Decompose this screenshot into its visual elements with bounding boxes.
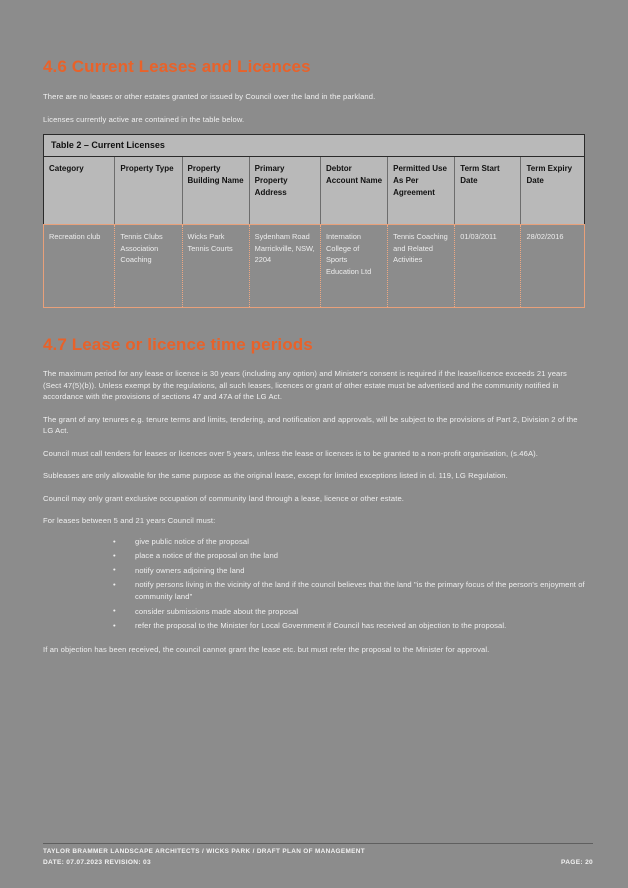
footer-revision-label: REVISION:: [104, 859, 141, 866]
paragraph-exclusive-occupation: Council may only grant exclusive occupation of community land through a lease, licence or other estate.: [43, 493, 405, 503]
footer-date-revision: [43, 859, 151, 866]
footer-page-label: PAGE:: [561, 859, 583, 866]
column-header-primary-property-address: Primary Property Address: [249, 157, 320, 224]
table-caption: Table 2 – Current Licenses: [44, 135, 584, 157]
cell-term-expiry-date: 28/02/2016: [521, 225, 584, 307]
paragraph-no-leases: There are no leases or other estates granted or issued by Council over the land in the parkland.: [43, 92, 376, 102]
cell-permitted-use: Tennis Coaching and Related Activities: [388, 225, 455, 307]
cell-term-start-date: 01/03/2011: [455, 225, 521, 307]
licenses-table: [44, 157, 584, 307]
section-heading-4-7: 4.7 Lease or licence time periods: [43, 334, 313, 354]
list-item: • give public notice of the proposal: [113, 536, 585, 548]
column-header-permitted-use: Permitted Use As Per Agreement: [388, 157, 455, 224]
list-item: • notify persons living in the vicinity of the land if the council believes that the land "is the primary focus of the person's enjoyment of community land": [113, 579, 585, 603]
list-item: • notify owners adjoining the land: [113, 565, 585, 577]
table-row: [44, 225, 584, 307]
column-header-property-type: Property Type: [115, 157, 182, 224]
cell-primary-property-address: Sydenham Road Marrickville, NSW, 2204: [249, 225, 320, 307]
cell-property-building-name: Wicks Park Tennis Courts: [182, 225, 249, 307]
list-item: • consider submissions made about the proposal: [113, 606, 585, 618]
footer-date-value: 07.07.2023: [66, 859, 103, 866]
cell-property-type: Tennis Clubs Association Coaching: [115, 225, 182, 307]
page-footer: [43, 843, 593, 866]
footer-page-value: 20: [585, 859, 593, 866]
table-head: [44, 157, 584, 224]
column-header-category: Category: [44, 157, 115, 224]
paragraph-max-period: The maximum period for any lease or licence is 30 years (including any option) and Minister's consent is required if the lease/licence exceeds 21 years (Sect 47(5)(b)). Unless exempt by the regulations, all such leases, licences or grant of other estate must be advertised and the community notified in accordance with the provisions of sections 47 and 47A of the LG Act.: [43, 369, 567, 402]
footer-document-title: TAYLOR BRAMMER LANDSCAPE ARCHITECTS / WICKS PARK / DRAFT PLAN OF MANAGEMENT: [43, 848, 365, 855]
section-heading-4-6: 4.6 Current Leases and Licences: [43, 57, 311, 76]
paragraph-subleases: Subleases are only allowable for the same purpose as the original lease, except for limited exceptions listed in cl. 119, LG Regulation.: [43, 471, 508, 481]
footer-page-number: [561, 859, 593, 866]
table-header-row: [44, 157, 584, 224]
column-header-term-expiry-date: Term Expiry Date: [521, 157, 584, 224]
cell-category: Recreation club: [44, 225, 115, 307]
table-body: [44, 225, 584, 307]
council-requirements-list: [43, 536, 585, 632]
list-item: • refer the proposal to the Minister for Local Government if Council has received an objection to the proposal.: [113, 620, 585, 632]
cell-debtor-account-name: Internation College of Sports Education Ltd: [321, 225, 388, 307]
paragraph-call-tenders: Council must call tenders for leases or licences over 5 years, unless the lease or licences is to be granted to a non-profit organisation, (s.46A).: [43, 448, 539, 458]
paragraph-objection-received: If an objection has been received, the council cannot grant the lease etc. but must refer the proposal to the Minister for approval.: [43, 645, 490, 655]
current-licenses-table: [43, 134, 585, 308]
paragraph-licenses-table-intro: Licenses currently active are contained in the table below.: [43, 114, 245, 124]
column-header-property-building-name: Property Building Name: [182, 157, 249, 224]
footer-date-label: DATE:: [43, 859, 65, 866]
column-header-debtor-account-name: Debtor Account Name: [321, 157, 388, 224]
paragraph-grant-tenures: The grant of any tenures e.g. tenure terms and limits, tendering, and notification and approvals, will be subject to the provisions of Part 2, Division 2 of the LG Act.: [43, 414, 578, 436]
list-item: • place a notice of the proposal on the land: [113, 550, 585, 562]
footer-revision-value: 03: [143, 859, 151, 866]
column-header-term-start-date: Term Start Date: [455, 157, 521, 224]
footer-divider: [43, 843, 593, 844]
footer-meta-row: [43, 859, 593, 866]
paragraph-leases-5-to-21: For leases between 5 and 21 years Council must:: [43, 516, 216, 526]
